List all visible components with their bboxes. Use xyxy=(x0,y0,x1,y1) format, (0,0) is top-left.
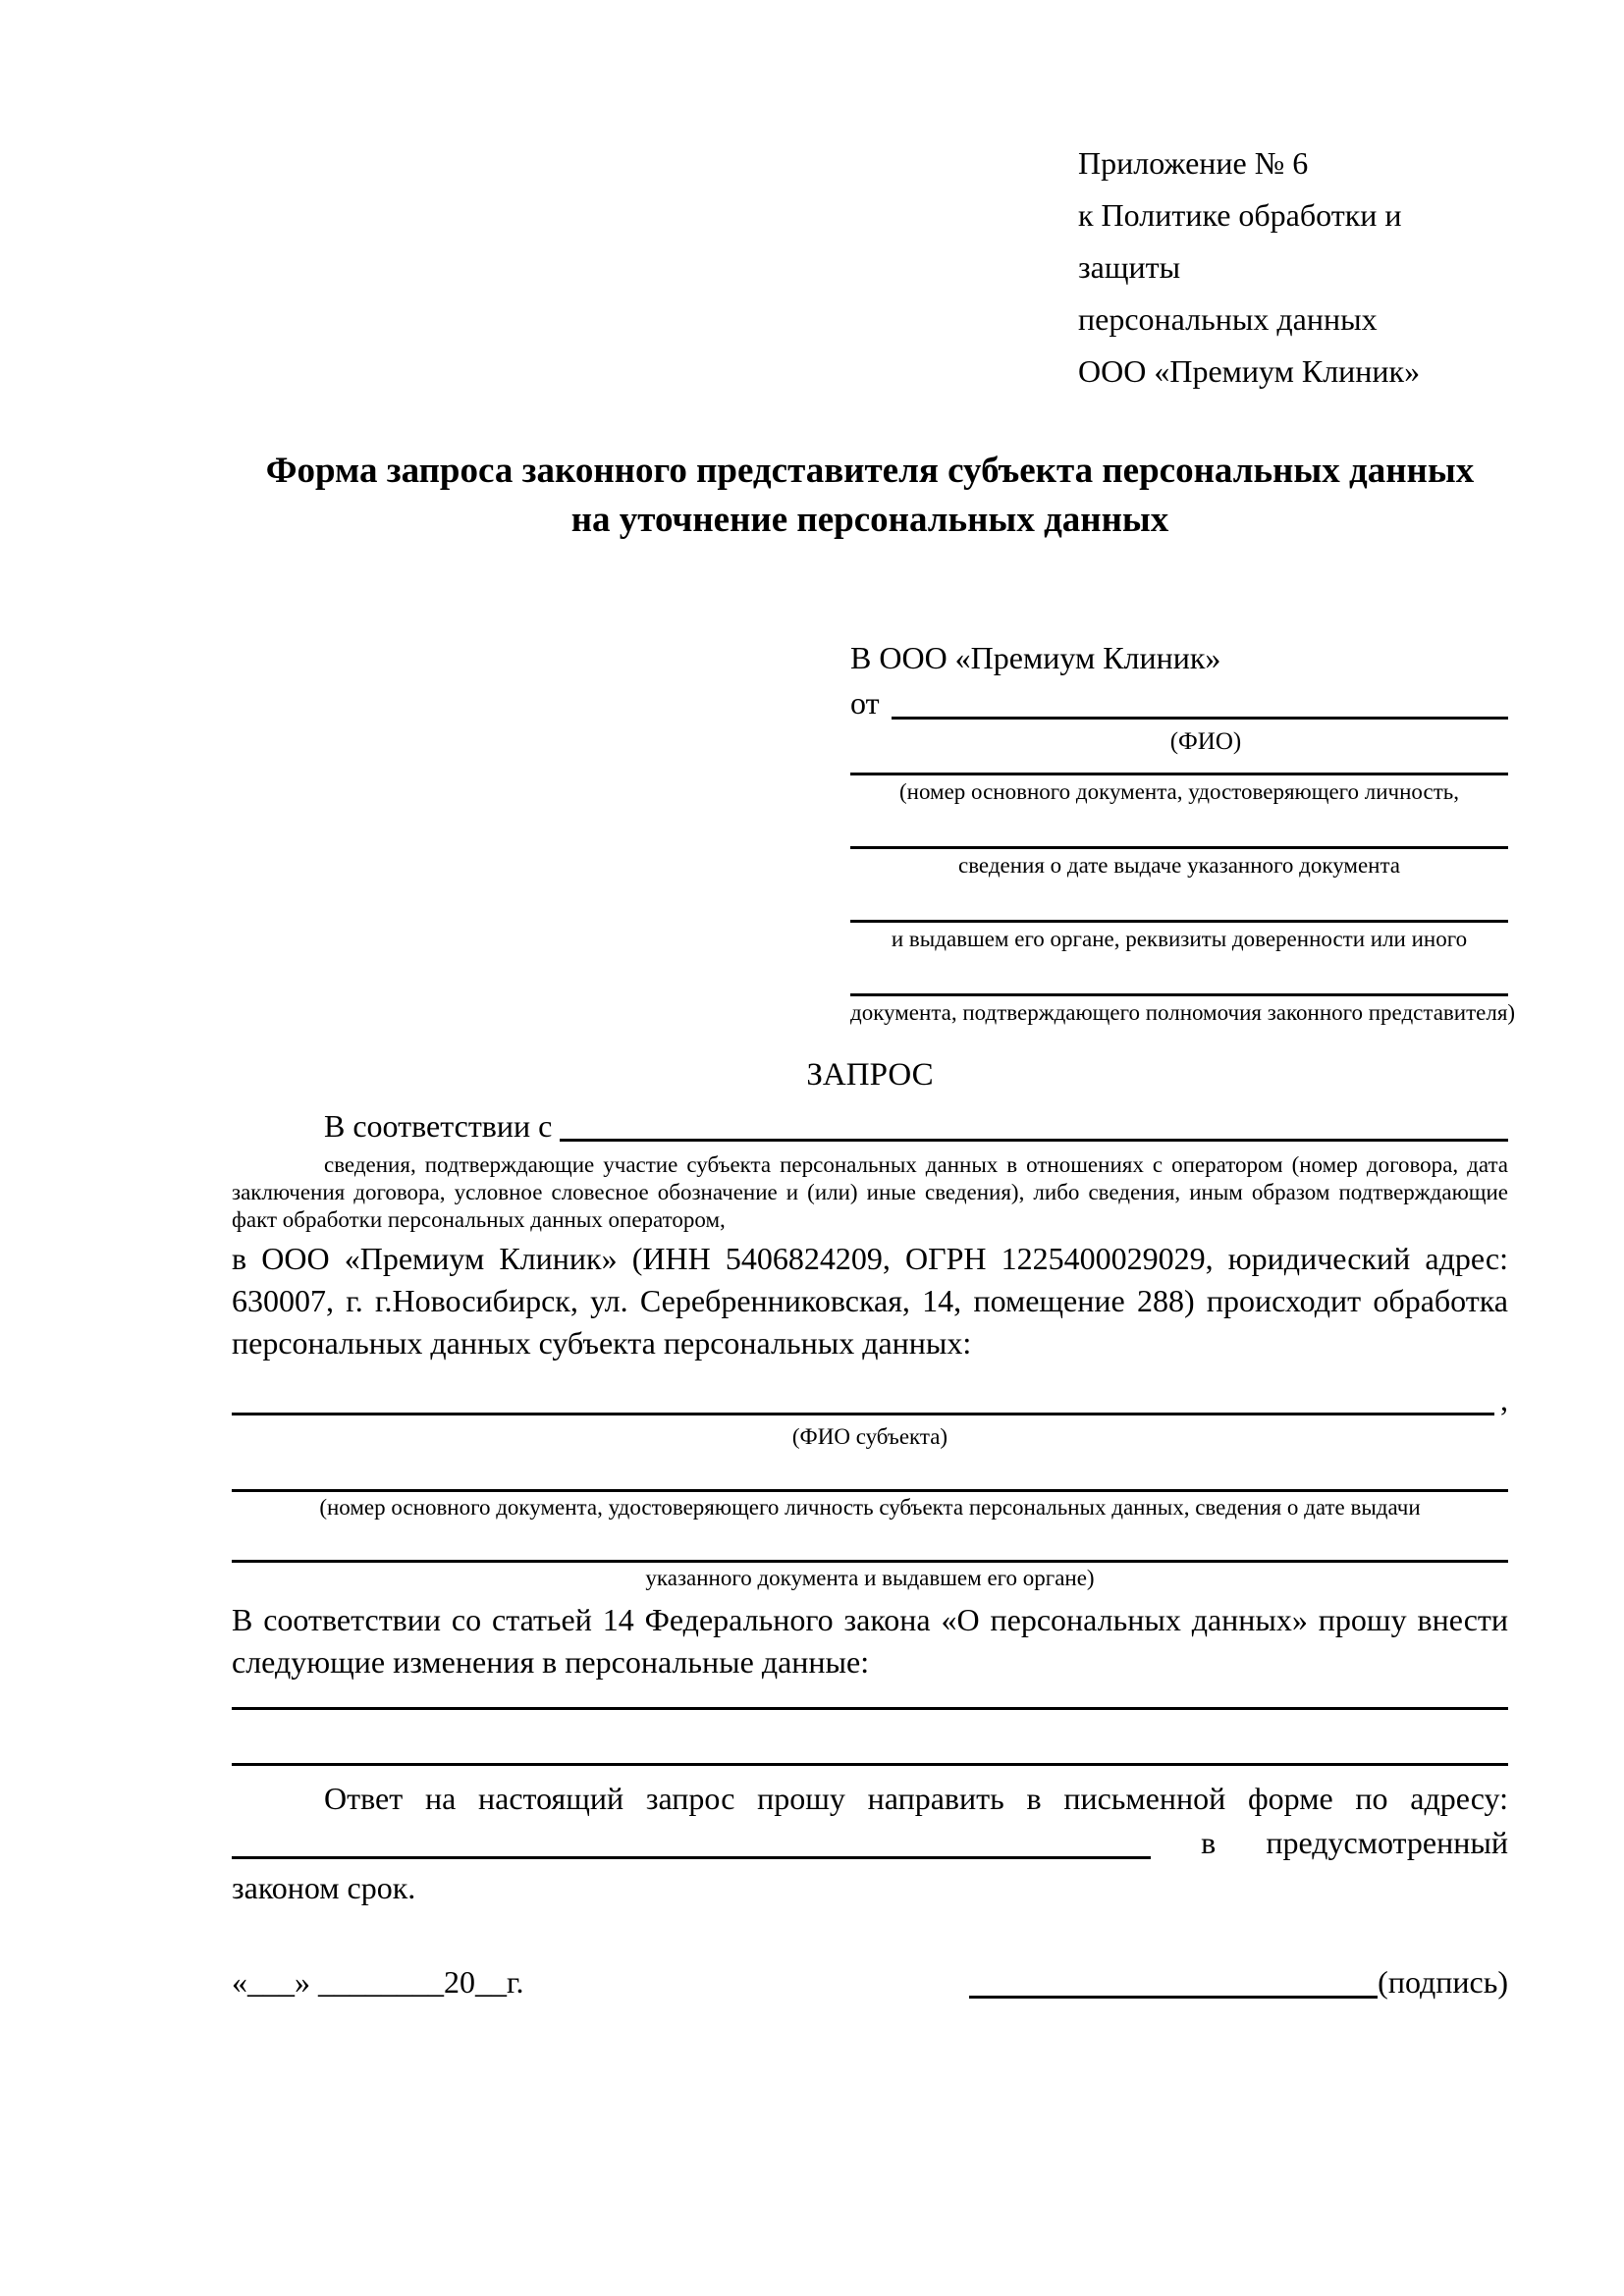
addressee-block xyxy=(850,635,1516,1026)
appendix-line-2: к Политике обработки и защиты xyxy=(1078,197,1402,285)
subject-doc-caption-1: (номер основного документа, удостоверяющего личность субъекта персональных данных, сведения о дате выдачи xyxy=(319,1495,1421,1520)
appendix-line-1: Приложение № 6 xyxy=(1078,145,1309,181)
answer-word-2: предусмотренный xyxy=(1266,1825,1508,1860)
subject-fio-blank-line xyxy=(232,1413,1494,1415)
subject-fio-field xyxy=(232,1378,1508,1421)
from-field xyxy=(850,680,1508,725)
trailing-comma: , xyxy=(1500,1382,1508,1417)
signature-row xyxy=(232,1959,1508,2004)
address-blank-line xyxy=(232,1856,1151,1859)
doc-number-caption: (номер основного документа, удостоверяющего личность, xyxy=(898,779,1459,804)
document-title-line-2: на уточнение персональных данных xyxy=(570,500,1169,540)
authority-doc-caption: документа, подтверждающего полномочия законного представителя) xyxy=(850,1000,1516,1025)
issuing-authority-blank-line xyxy=(850,920,1508,923)
operator-paragraph: в ООО «Премиум Клиник» (ИНН 5406824209, ОГРН 1225400029029, юридический адрес: 630007, г. г.Новосибирск, ул. Серебренниковская, 14, помещение 288) происходит обработка персональных данных субъекта персональных данных: xyxy=(232,1241,1508,1361)
appendix-header xyxy=(1078,137,1508,398)
changes-blank-line-2 xyxy=(232,1763,1508,1766)
article-paragraph: В соответствии со статьей 14 Федерального закона «О персональных данных» прошу внести следующие изменения в персональные данные: xyxy=(232,1602,1508,1680)
from-label: от xyxy=(850,685,880,721)
request-heading: ЗАПРОС xyxy=(806,1057,934,1093)
subject-doc-blank-line-1 xyxy=(232,1489,1508,1492)
subject-fio-caption: (ФИО субъекта) xyxy=(791,1424,948,1449)
answer-tail: законом срок. xyxy=(232,1870,416,1905)
appendix-line-4: ООО «Премиум Клиник» xyxy=(1078,353,1421,389)
accordance-lead: В соответствии с xyxy=(324,1108,553,1144)
date-field: «___» ________20__г. xyxy=(232,1964,524,2000)
subject-doc-blank-line-2 xyxy=(232,1560,1508,1563)
fio-caption: (ФИО) xyxy=(1169,728,1242,755)
appendix-line-3: персональных данных xyxy=(1078,301,1378,337)
accordance-footnote: сведения, подтверждающие участие субъекта персональных данных в отношениях с оператором (номер договора, дата заключения договора, условное словесное обозначение и (или) иные сведения), либо сведения, иным образом подтверждающие факт обработки персональных данных оператором, xyxy=(232,1152,1508,1232)
changes-blank-line-1 xyxy=(232,1707,1508,1710)
document-title-line-1: Форма запроса законного представителя субъекта персональных данных xyxy=(265,451,1475,491)
authority-doc-blank-line xyxy=(850,993,1508,996)
issue-date-blank-line xyxy=(850,846,1508,849)
fio-blank-line xyxy=(892,717,1508,720)
accordance-field xyxy=(232,1104,1508,1148)
answer-lead: Ответ на настоящий запрос прошу направить в письменной форме по адресу: xyxy=(324,1781,1508,1816)
signature-field xyxy=(969,1959,1508,2004)
addressee-org: В ООО «Премиум Клиник» xyxy=(850,640,1221,675)
answer-word-1: в xyxy=(1201,1825,1217,1860)
document-title xyxy=(232,447,1508,545)
doc-number-blank-line xyxy=(850,773,1508,775)
signature-blank-line xyxy=(969,1996,1378,1999)
address-field xyxy=(232,1820,1508,1865)
issue-date-caption: сведения о дате выдаче указанного документа xyxy=(957,853,1401,878)
subject-doc-caption-2: указанного документа и выдавшем его органе) xyxy=(645,1566,1095,1590)
signature-caption: (подпись) xyxy=(1378,1964,1508,2000)
issuing-authority-caption: и выдавшем его органе, реквизиты доверенности или иного xyxy=(891,927,1468,951)
accordance-blank-line xyxy=(560,1139,1508,1142)
